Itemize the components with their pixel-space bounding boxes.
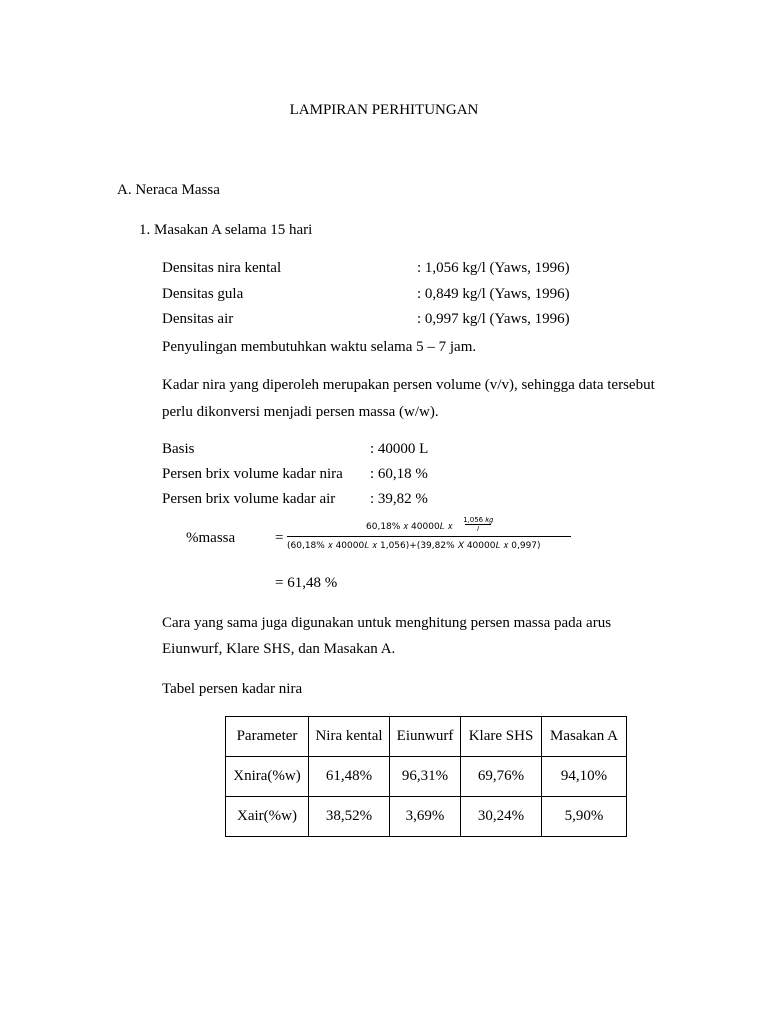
sub-fraction-numerator: 1,056 𝑘𝑔 <box>463 516 493 524</box>
formula-result: = 61,48 % <box>275 575 338 591</box>
section-heading-neraca-massa: A. Neraca Massa <box>117 182 220 198</box>
table-cell: 3,69% <box>390 797 461 837</box>
density-sub-fraction <box>459 516 497 533</box>
table-header-cell: Nira kental <box>309 717 390 757</box>
brix-nira-label: Persen brix volume kadar nira <box>162 466 343 482</box>
table-cell: 38,52% <box>309 797 390 837</box>
sub-fraction-denominator: 𝑙 <box>477 525 479 533</box>
fraction-denominator: (60,18% 𝑥 40000𝐿 𝑥 1,056)+(39,82% 𝑋 40000𝐿 𝑥 0,997) <box>287 541 541 551</box>
subsection-heading-masakan-a: 1. Masakan A selama 15 hari <box>139 222 313 238</box>
table-header-cell: Masakan A <box>542 717 627 757</box>
formula-equals-sign: = <box>275 530 284 546</box>
property-value-densitas-gula: : 0,849 kg/l (Yaws, 1996) <box>417 286 570 302</box>
conversion-note-line-1: Kadar nira yang diperoleh merupakan persen volume (v/v), sehingga data tersebut <box>162 377 655 393</box>
brix-air-label: Persen brix volume kadar air <box>162 491 336 507</box>
property-value-densitas-air: : 0,997 kg/l (Yaws, 1996) <box>417 311 570 327</box>
fraction-numerator: 60,18% 𝑥 40000𝐿 𝑥 <box>366 522 453 532</box>
fraction-bar <box>287 536 571 537</box>
kadar-nira-table <box>225 716 627 837</box>
table-cell: 30,24% <box>461 797 542 837</box>
property-label-densitas-gula: Densitas gula <box>162 286 244 302</box>
page-title: LAMPIRAN PERHITUNGAN <box>289 102 479 118</box>
basis-value: : 40000 L <box>370 441 429 457</box>
table-header-cell: Parameter <box>226 717 309 757</box>
brix-air-value: : 39,82 % <box>370 491 428 507</box>
table-cell: 69,76% <box>461 757 542 797</box>
formula-label: %massa <box>186 530 236 546</box>
table-cell: Xair(%w) <box>226 797 309 837</box>
table-cell: 5,90% <box>542 797 627 837</box>
property-value-densitas-nira: : 1,056 kg/l (Yaws, 1996) <box>417 260 570 276</box>
table-row <box>226 757 627 797</box>
table-cell: Xnira(%w) <box>226 757 309 797</box>
table-caption: Tabel persen kadar nira <box>162 681 303 697</box>
table-cell: 61,48% <box>309 757 390 797</box>
method-note-line-1: Cara yang sama juga digunakan untuk menghitung persen massa pada arus <box>162 615 612 631</box>
property-label-densitas-nira: Densitas nira kental <box>162 260 282 276</box>
basis-label: Basis <box>162 441 195 457</box>
table-cell: 96,31% <box>390 757 461 797</box>
method-note-line-2: Eiunwurf, Klare SHS, dan Masakan A. <box>162 641 396 657</box>
property-label-densitas-air: Densitas air <box>162 311 234 327</box>
distillation-note: Penyulingan membutuhkan waktu selama 5 – 7 jam. <box>162 339 477 355</box>
conversion-note-line-2: perlu dikonversi menjadi persen massa (w/w). <box>162 404 439 420</box>
table-cell: 94,10% <box>542 757 627 797</box>
table-row <box>226 797 627 837</box>
brix-nira-value: : 60,18 % <box>370 466 428 482</box>
table-header-cell: Klare SHS <box>461 717 542 757</box>
table-header-cell: Eiunwurf <box>390 717 461 757</box>
table-header-row <box>226 717 627 757</box>
